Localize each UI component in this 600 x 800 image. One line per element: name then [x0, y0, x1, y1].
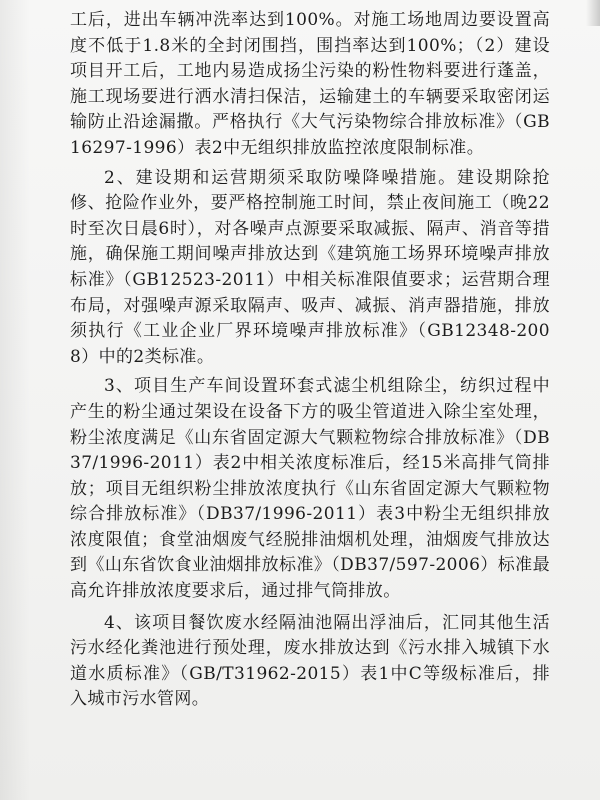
paragraph-noise-control: 2、建设期和运营期须采取防噪降噪措施。建设期除抢修、抢险作业外，要严格控制施工时间，禁止夜间施工（晚22时至次日晨6时），对各噪声点源要采取减振、隔声、消音等措施，确保施工期间噪声排放达到《建筑施工场界环境噪声排放标准》（GB12523-2011）中相关标准限值要求；运营期合理布局，对强噪声源采取隔声、吸声、减振、消声器措施，排放须执行《工业企业厂界环境噪声排放标准》（GB12348-2008）中的2类标准。 [70, 167, 550, 367]
paragraph-construction-dust: 工后，进出车辆冲洗率达到100%。对施工场地周边要设置高度不低于1.8米的全封闭围挡，围挡率达到100%；（2）建设项目开工后，工地内易造成扬尘污染的粉性物料要进行蓬盖，施工现场要进行洒水清扫保洁，运输建土的车辆要采取密闭运输防止沿途漏撒。严格执行《大气污染物综合排放标准》（GB16297-1996）表2中无组织排放监控浓度限制标准。 [70, 10, 550, 158]
scan-edge-shadow [586, 0, 600, 26]
document-body [70, 8, 550, 713]
paragraph-wastewater: 4、该项目餐饮废水经隔油池隔出浮油后，汇同其他生活污水经化粪池进行预处理，废水排放达到《污水排入城镇下水道水质标准》（GB/T31962-2015）表1中C等级标准后，排入城市污水管网。 [70, 612, 550, 710]
paragraph-dust-removal: 3、项目生产车间设置环套式滤尘机组除尘，纺织过程中产生的粉尘通过架设在设备下方的吸尘管道进入除尘室处理，粉尘浓度满足《山东省固定源大气颗粒物综合排放标准》（DB37/1996-2011）表2中相关浓度标准后，经15米高排气筒排放；项目无组织粉尘排放浓度执行《山东省固定源大气颗粒物综合排放标准》（DB37/1996-2011）表3中粉尘无组织排放浓度限值；食堂油烟废气经脱排油烟机处理，油烟废气排放达到《山东省饮食业油烟排放标准》（DB37/597-2006）标准最高允许排放浓度要求后，通过排气筒排放。 [70, 376, 550, 602]
